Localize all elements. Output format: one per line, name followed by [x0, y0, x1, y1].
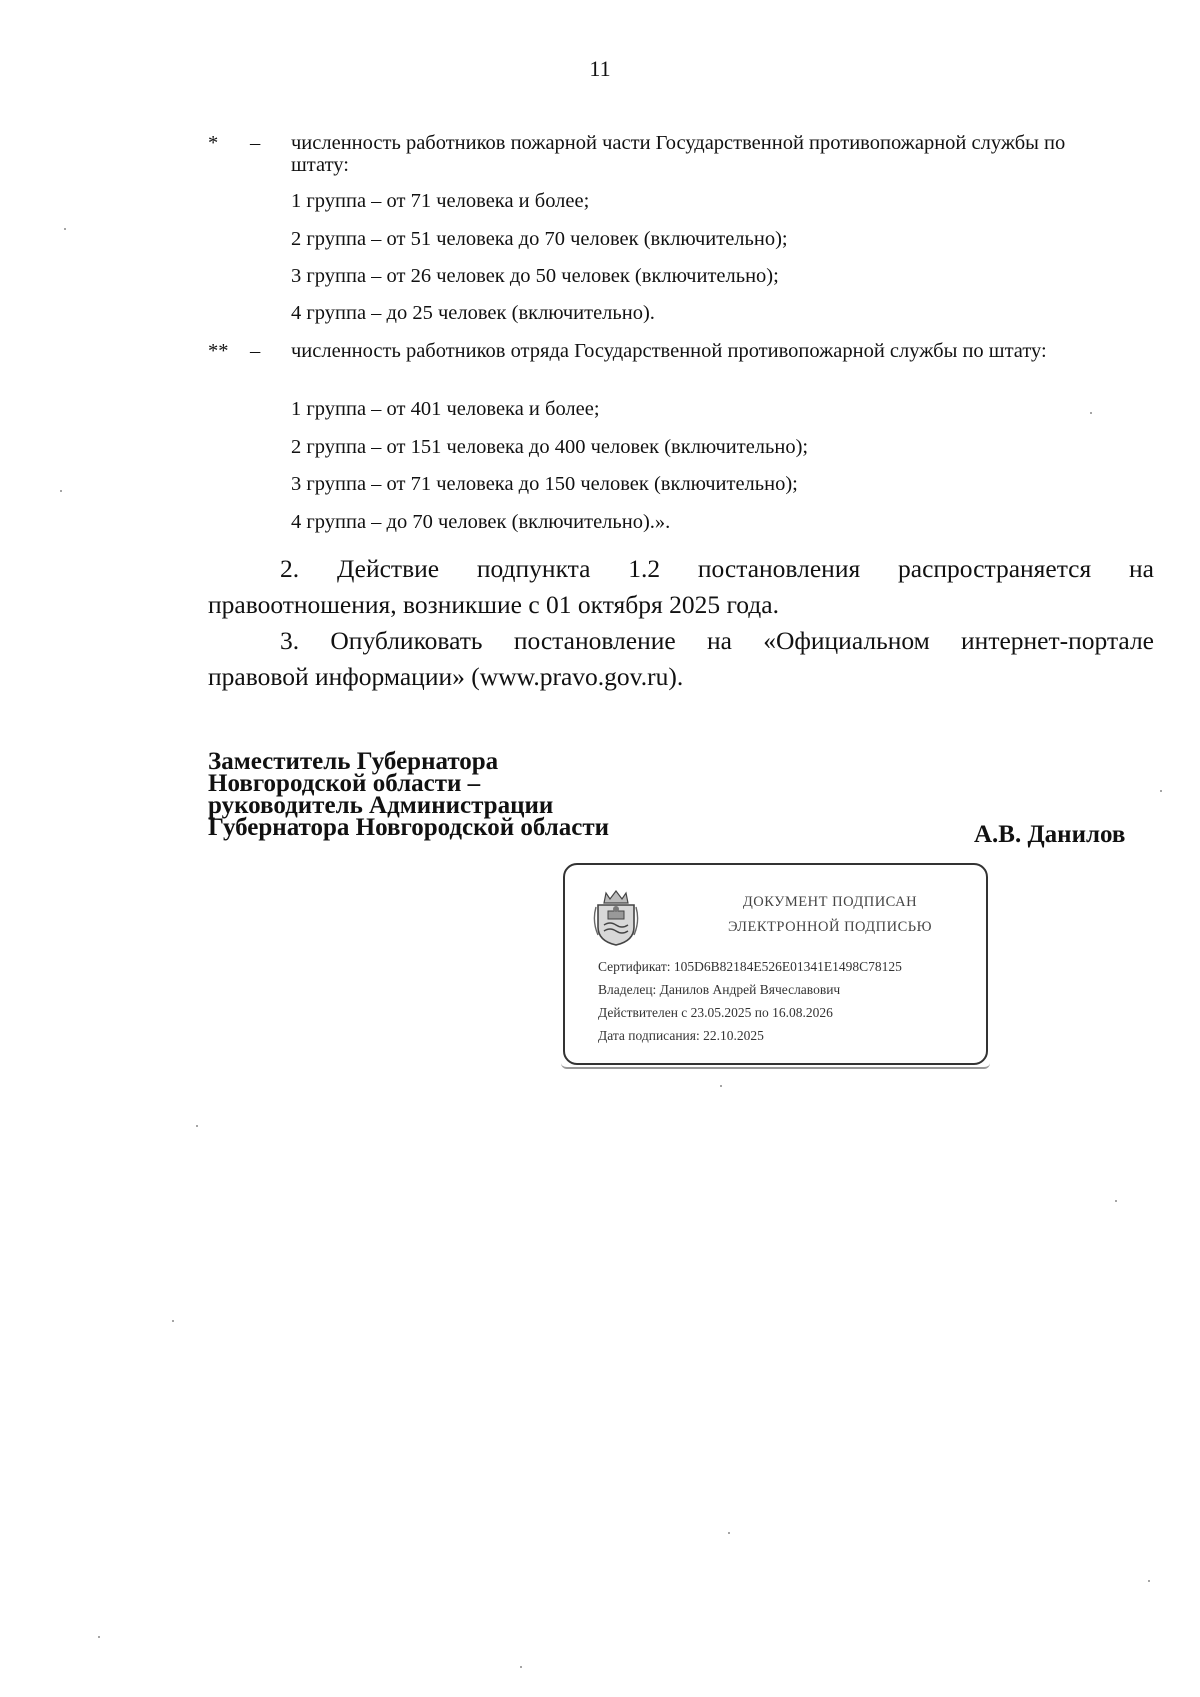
group-line: 2 группа – от 151 человека до 400 человек (включительно); — [291, 436, 809, 458]
scan-speck — [1160, 790, 1162, 792]
stamp-owner: Владелец: Данилов Андрей Вячеславович — [598, 982, 841, 997]
group-line: 3 группа – от 71 человека до 150 человек (включительно); — [291, 473, 798, 495]
stamp-header-line: ДОКУМЕНТ ПОДПИСАН — [742, 894, 918, 910]
scan-speck — [172, 1320, 174, 1322]
group-line: 2 группа – от 51 человека до 70 человек (включительно); — [291, 228, 788, 250]
signatory-title — [208, 748, 610, 841]
scan-speck — [1148, 1580, 1150, 1582]
footnote-text: численность работников пожарной части Государственной противопожарной службы по штату: — [291, 132, 1066, 176]
scan-speck — [728, 1532, 730, 1534]
footnote-mark: * — [208, 132, 219, 154]
group-line: 4 группа – до 70 человек (включительно).». — [291, 511, 671, 533]
footnote-dash: – — [250, 132, 261, 154]
electronic-signature-stamp — [563, 863, 988, 1065]
signatory-title-line: Новгородской области – — [208, 770, 481, 797]
novgorod-coat-of-arms-icon — [592, 887, 640, 947]
signatory-title-line: Губернатора Новгородской области — [208, 814, 610, 841]
signatory-title-line: Заместитель Губернатора — [208, 748, 499, 775]
paragraph-3-line-1 — [208, 622, 1154, 659]
scan-speck — [196, 1125, 198, 1127]
stamp-details — [598, 955, 902, 1047]
stamp-header-line: ЭЛЕКТРОННОЙ ПОДПИСЬЮ — [727, 919, 933, 935]
paragraph-text: 3. Опубликовать постановление на «Официальном интернет-портале — [280, 626, 1154, 655]
paragraph-2-line-2: правоотношения, возникшие с 01 октября 2025 года. — [208, 590, 779, 619]
scan-speck — [1090, 412, 1092, 414]
footnote-dash: – — [250, 340, 261, 362]
page-number: 11 — [589, 56, 611, 81]
footnote-text: численность работников отряда Государственной противопожарной службы по штату: — [291, 340, 1047, 362]
group-line: 1 группа – от 401 человека и более; — [291, 398, 600, 420]
footnote-mark: ** — [208, 340, 229, 362]
stamp-validity: Действителен с 23.05.2025 по 16.08.2026 — [598, 1005, 833, 1020]
signatory-name: А.В. Данилов — [974, 821, 1126, 848]
scan-speck — [60, 490, 62, 492]
scan-speck — [720, 1085, 722, 1087]
paragraph-2-line-1 — [208, 550, 1154, 587]
scan-speck — [1115, 1200, 1117, 1202]
scan-speck — [520, 1666, 522, 1668]
stamp-certificate: Сертификат: 105D6B82184E526E01341E1498C78125 — [598, 959, 902, 974]
paragraph-3-line-2: правовой информации» (www.pravo.gov.ru). — [208, 662, 684, 691]
signatory-title-line: руководитель Администрации — [208, 792, 554, 819]
paragraph-text: 2. Действие подпункта 1.2 постановления распространяется на — [280, 554, 1154, 583]
stamp-signing-date: Дата подписания: 22.10.2025 — [598, 1028, 764, 1043]
stamp-header — [685, 890, 975, 940]
scan-speck — [64, 228, 66, 230]
group-line: 3 группа – от 26 человек до 50 человек (включительно); — [291, 265, 779, 287]
scan-speck — [98, 1636, 100, 1638]
group-line: 4 группа – до 25 человек (включительно). — [291, 302, 655, 324]
group-line: 1 группа – от 71 человека и более; — [291, 190, 590, 212]
